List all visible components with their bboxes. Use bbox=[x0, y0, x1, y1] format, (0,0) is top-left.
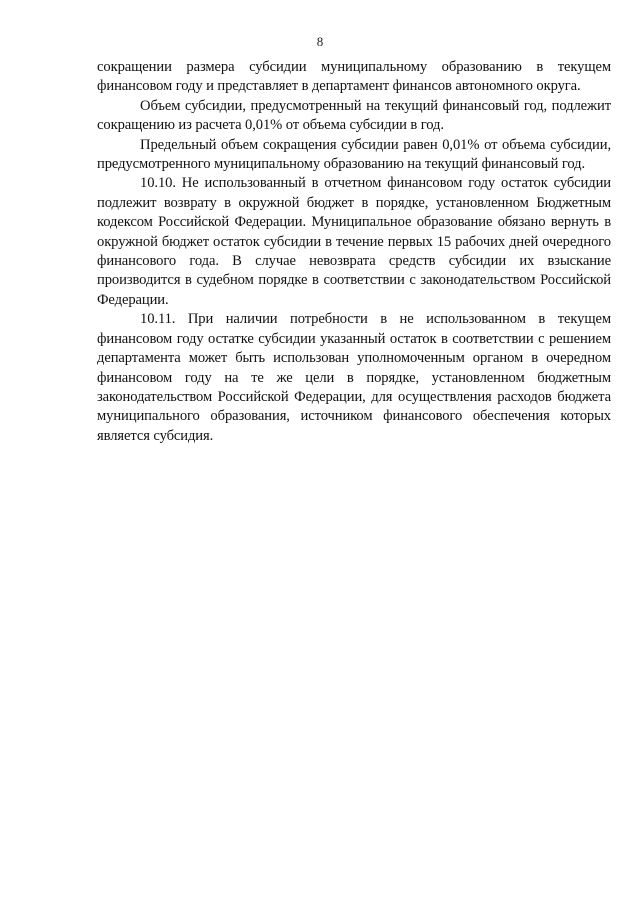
paragraph-continuation: сокращении размера субсидии муниципальному образованию в текущем финансовом году и представляет в департамент финансов автономного округа. bbox=[97, 59, 611, 95]
page-number: 8 bbox=[316, 34, 324, 49]
paragraph-10-11: 10.11. При наличии потребности в не использованном в текущем финансовом году остатке субсидии указанный остаток в соответствии с решением департамента может быть использован уполномоченным органом в очередном финансовом году на те же цели в порядке, установленном бюджетным законодательством Российской Федерации, для осуществления расходов бюджета муниципального образования, источником финансового обеспечения которых является субсидия. bbox=[97, 311, 611, 444]
paragraph-subsidy-reduction: Объем субсидии, предусмотренный на текущий финансовый год, подлежит сокращению из расчета 0,01% от объема субсидии в год. bbox=[97, 97, 611, 134]
paragraph-10-10: 10.10. Не использованный в отчетном финансовом году остаток субсидии подлежит возврату в окружной бюджет в порядке, установленном Бюджетным кодексом Российской Федерации. Муниципальное образование обязано вернуть в окружной бюджет остаток субсидии в течение первых 15 рабочих дней очередного финансового года. В случае невозврата средств субсидии их взыскание производится в судебном порядке в соответствии с законодательством Российской Федерации. bbox=[97, 175, 611, 308]
document-body bbox=[97, 58, 611, 446]
paragraph-reduction-limit: Предельный объем сокращения субсидии равен 0,01% от объема субсидии, предусмотренного муниципальному образованию на текущий финансовый год. bbox=[97, 136, 611, 173]
